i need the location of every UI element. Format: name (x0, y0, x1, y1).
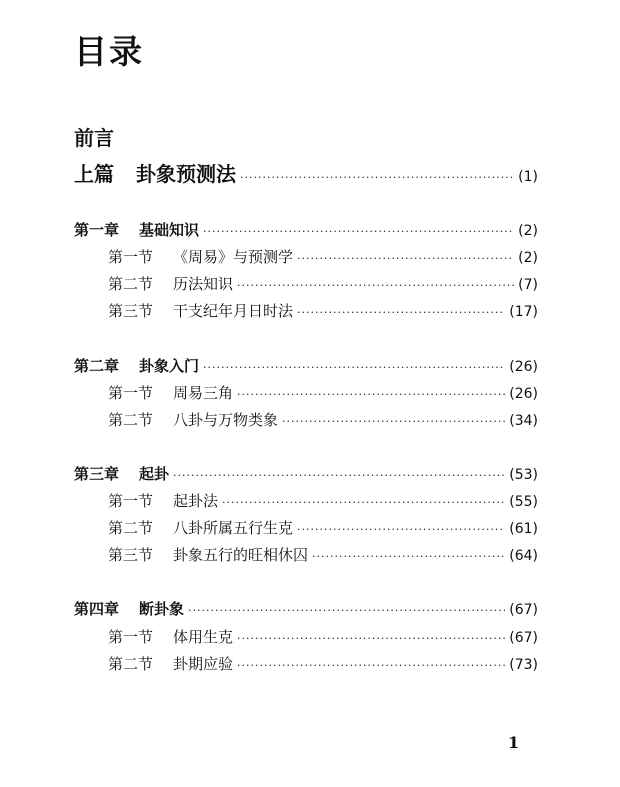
section-label (108, 382, 233, 403)
dot-leader (237, 632, 505, 645)
dot-leader (240, 171, 514, 184)
section-title: 八卦所属五行生克 (173, 519, 294, 537)
toc-part-entry (74, 158, 538, 187)
section-name: 第三节 (108, 302, 154, 320)
section-name: 第二节 (108, 655, 154, 673)
toc-chapter-entry (74, 463, 538, 484)
page-ref: (26) (509, 386, 538, 402)
page-title: 目录 (74, 32, 144, 71)
section-name: 第三节 (108, 546, 154, 564)
page-ref: (73) (509, 657, 538, 673)
section-label (108, 544, 308, 565)
toc-chapter-entry (74, 355, 538, 376)
page-ref: (2) (518, 250, 538, 266)
section-label (108, 300, 293, 321)
dot-leader (282, 415, 505, 428)
section-title: 卦象五行的旺相休囚 (173, 546, 309, 564)
part-name: 上篇 (74, 162, 114, 186)
section-name: 第一节 (108, 248, 154, 266)
chapter-title: 基础知识 (139, 221, 200, 239)
page-ref: (53) (509, 467, 538, 483)
page-ref: (67) (509, 602, 538, 618)
toc-section-entry (108, 300, 538, 321)
section-label (108, 409, 278, 430)
dot-leader (188, 604, 505, 617)
toc-chapter-entry (74, 219, 538, 240)
section-name: 第二节 (108, 275, 154, 293)
page-ref: (17) (509, 304, 538, 320)
page-ref: (26) (509, 359, 538, 375)
section-name: 第二节 (108, 519, 154, 537)
page-ref: (34) (509, 413, 538, 429)
dot-leader (297, 523, 505, 536)
chapter-name: 第四章 (74, 600, 120, 618)
page-ref: (1) (518, 169, 538, 185)
page-ref: (55) (509, 494, 538, 510)
toc-section-entry (108, 409, 538, 430)
section-label (108, 273, 233, 294)
part-label (74, 158, 236, 187)
preface-entry: 前言 (74, 126, 114, 150)
chapter-label (74, 598, 184, 619)
chapter-name: 第二章 (74, 357, 120, 375)
section-label (108, 490, 218, 511)
chapter-label (74, 463, 169, 484)
dot-leader (297, 306, 505, 319)
section-title: 干支纪年月日时法 (173, 302, 294, 320)
section-name: 第一节 (108, 628, 154, 646)
toc-section-entry (108, 490, 538, 511)
dot-leader (203, 225, 514, 238)
toc-section-entry (108, 246, 538, 267)
section-name: 第一节 (108, 492, 154, 510)
section-title: 《周易》与预测学 (173, 248, 294, 266)
dot-leader (222, 496, 505, 509)
section-title: 卦期应验 (173, 655, 234, 673)
page-ref: (2) (518, 223, 538, 239)
page-ref: (61) (509, 521, 538, 537)
dot-leader (237, 659, 505, 672)
chapter-title: 卦象入门 (139, 357, 200, 375)
toc-section-entry (108, 544, 538, 565)
section-title: 体用生克 (173, 628, 234, 646)
chapter-title: 起卦 (139, 465, 170, 483)
dot-leader (312, 550, 505, 563)
page-ref: (67) (509, 630, 538, 646)
toc-section-entry (108, 626, 538, 647)
toc-chapter-entry (74, 598, 538, 619)
section-title: 周易三角 (173, 384, 234, 402)
dot-leader (173, 469, 505, 482)
page-number: 1 (508, 733, 520, 752)
chapter-name: 第三章 (74, 465, 120, 483)
page-ref: (7) (518, 277, 538, 293)
page-ref: (64) (509, 548, 538, 564)
section-label (108, 517, 293, 538)
dot-leader (297, 252, 514, 265)
section-label (108, 653, 233, 674)
chapter-label (74, 355, 199, 376)
section-name: 第二节 (108, 411, 154, 429)
section-name: 第一节 (108, 384, 154, 402)
chapter-title: 断卦象 (139, 600, 185, 618)
section-label (108, 626, 233, 647)
dot-leader (203, 361, 505, 374)
chapter-label (74, 219, 199, 240)
toc-section-entry (108, 653, 538, 674)
dot-leader (237, 388, 505, 401)
section-label (108, 246, 293, 267)
part-title: 卦象预测法 (136, 162, 236, 186)
section-title: 八卦与万物类象 (173, 411, 279, 429)
toc-section-entry (108, 382, 538, 403)
toc-section-entry (108, 273, 538, 294)
section-title: 起卦法 (173, 492, 219, 510)
chapter-name: 第一章 (74, 221, 120, 239)
dot-leader (237, 279, 514, 292)
toc-section-entry (108, 517, 538, 538)
section-title: 历法知识 (173, 275, 234, 293)
